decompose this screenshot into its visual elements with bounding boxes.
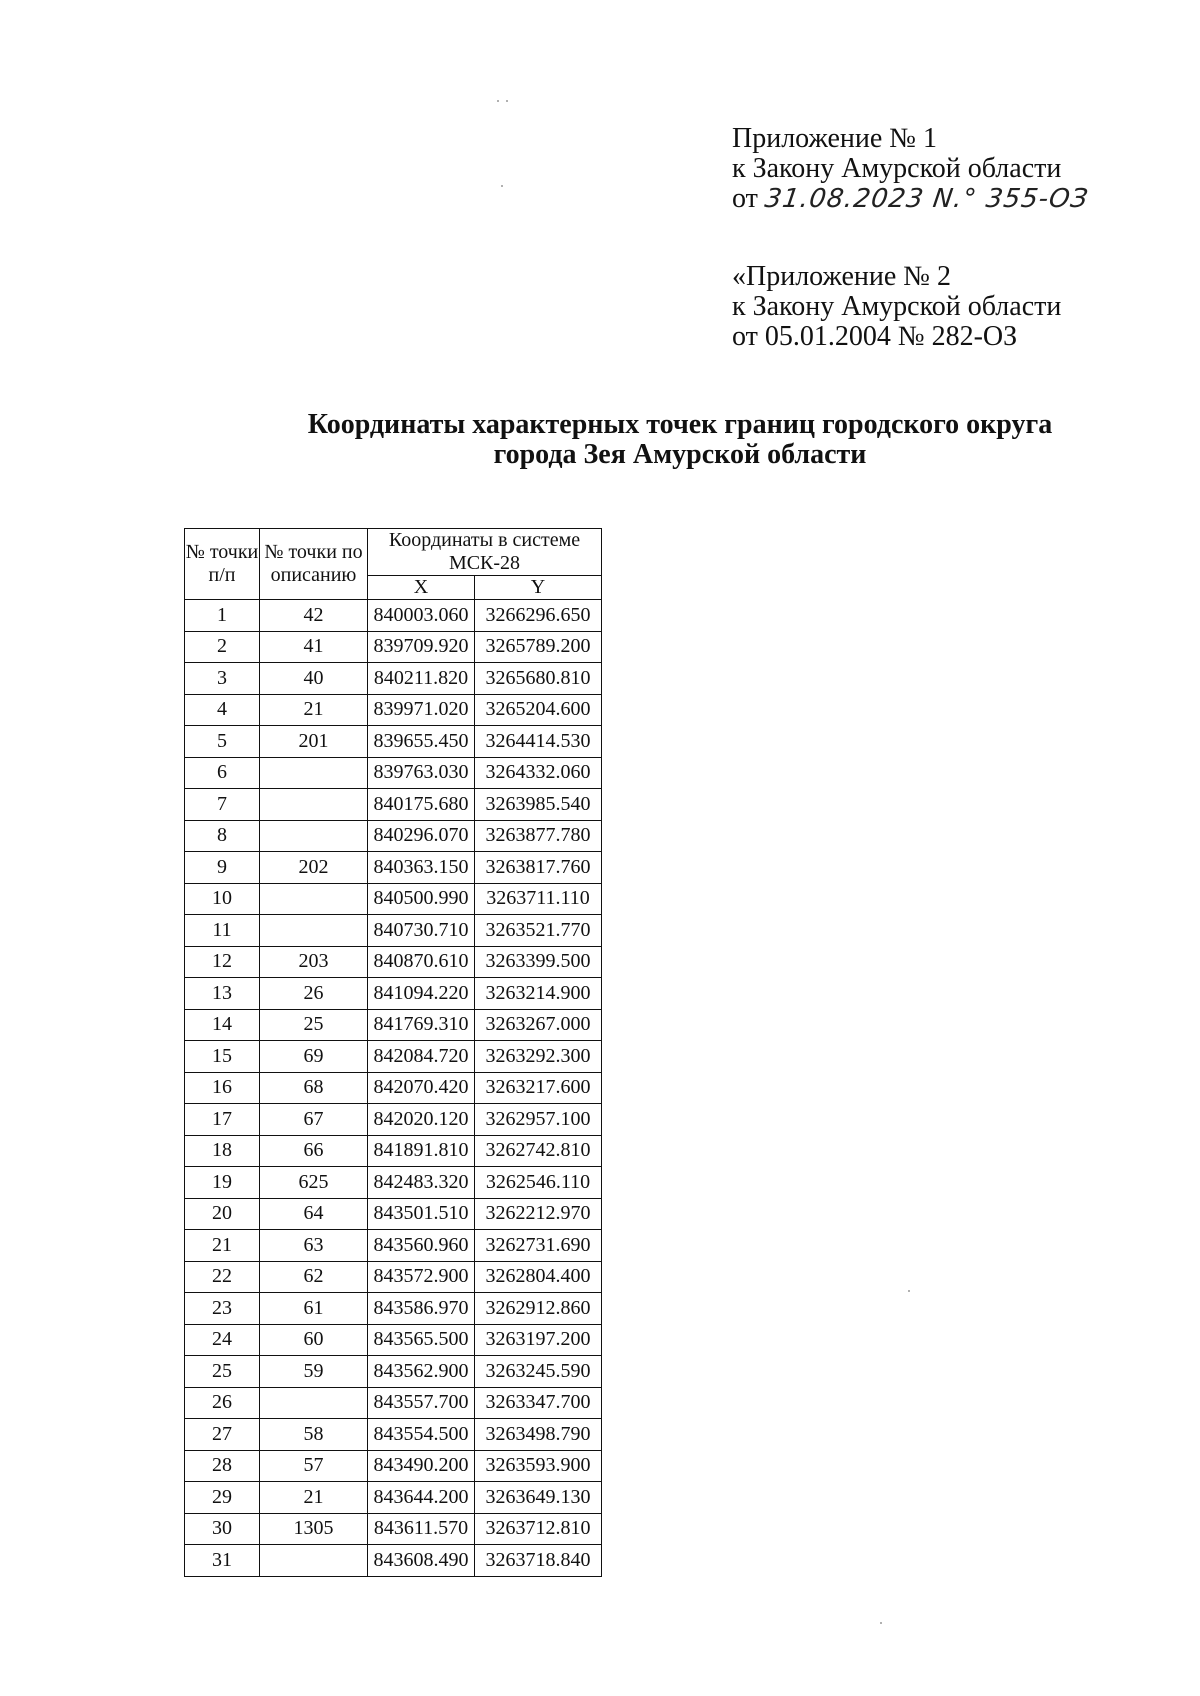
description-point-cell: 26 [260, 978, 368, 1010]
point-number-cell: 4 [185, 694, 260, 726]
point-number-cell: 8 [185, 820, 260, 852]
x-coordinate-cell: 843562.900 [368, 1356, 475, 1388]
y-coordinate-cell: 3263711.110 [475, 883, 602, 915]
point-number-cell: 16 [185, 1072, 260, 1104]
point-number-cell: 3 [185, 663, 260, 695]
description-point-cell: 625 [260, 1167, 368, 1199]
x-coordinate-cell: 839763.030 [368, 757, 475, 789]
scan-speck [880, 1622, 882, 1624]
x-coordinate-cell: 843644.200 [368, 1482, 475, 1514]
point-number-cell: 25 [185, 1356, 260, 1388]
table-header-row [185, 529, 602, 576]
description-point-cell: 1305 [260, 1513, 368, 1545]
description-point-cell: 202 [260, 852, 368, 884]
y-coordinate-cell: 3263292.300 [475, 1041, 602, 1073]
table-row [185, 1387, 602, 1419]
table-row [185, 1513, 602, 1545]
x-coordinate-cell: 840500.990 [368, 883, 475, 915]
description-point-cell: 21 [260, 694, 368, 726]
scan-speck [497, 100, 499, 102]
table-row [185, 820, 602, 852]
table-row [185, 915, 602, 947]
x-coordinate-cell: 843608.490 [368, 1545, 475, 1577]
appendix-1-title: Приложение № 1 [732, 123, 937, 154]
table-row [185, 757, 602, 789]
x-coordinate-cell: 843557.700 [368, 1387, 475, 1419]
table-row [185, 1167, 602, 1199]
description-point-cell: 64 [260, 1198, 368, 1230]
y-coordinate-cell: 3263197.200 [475, 1324, 602, 1356]
y-coordinate-cell: 3263877.780 [475, 820, 602, 852]
y-coordinate-cell: 3262912.860 [475, 1293, 602, 1325]
y-coordinate-cell: 3263718.840 [475, 1545, 602, 1577]
table-row [185, 852, 602, 884]
point-number-cell: 18 [185, 1135, 260, 1167]
description-point-cell: 42 [260, 600, 368, 632]
description-point-cell: 25 [260, 1009, 368, 1041]
document-title-line-1: Координаты характерных точек границ городского округа [307, 409, 1053, 440]
point-number-cell: 20 [185, 1198, 260, 1230]
y-coordinate-cell: 3264332.060 [475, 757, 602, 789]
y-coordinate-cell: 3263217.600 [475, 1072, 602, 1104]
y-coordinate-cell: 3263214.900 [475, 978, 602, 1010]
x-coordinate-cell: 843572.900 [368, 1261, 475, 1293]
table-row [185, 1261, 602, 1293]
x-coordinate-cell: 843565.500 [368, 1324, 475, 1356]
appendix-1-law: к Закону Амурской области [732, 153, 1062, 184]
description-point-cell: 40 [260, 663, 368, 695]
appendix-2-law: к Закону Амурской области [732, 291, 1062, 322]
y-coordinate-cell: 3262212.970 [475, 1198, 602, 1230]
description-point-cell: 59 [260, 1356, 368, 1388]
point-number-cell: 5 [185, 726, 260, 758]
y-coordinate-cell: 3265789.200 [475, 631, 602, 663]
y-coordinate-cell: 3263245.590 [475, 1356, 602, 1388]
x-coordinate-cell: 843611.570 [368, 1513, 475, 1545]
document-title-line-2: города Зея Амурской области [493, 439, 867, 470]
y-coordinate-cell: 3263399.500 [475, 946, 602, 978]
point-number-cell: 27 [185, 1419, 260, 1451]
description-point-cell [260, 883, 368, 915]
x-coordinate-cell: 841769.310 [368, 1009, 475, 1041]
y-coordinate-cell: 3263712.810 [475, 1513, 602, 1545]
y-coordinate-cell: 3262731.690 [475, 1230, 602, 1262]
header-x: X [368, 576, 475, 600]
table-row [185, 1072, 602, 1104]
scan-speck [501, 185, 503, 187]
table-row [185, 978, 602, 1010]
point-number-cell: 11 [185, 915, 260, 947]
y-coordinate-cell: 3262804.400 [475, 1261, 602, 1293]
point-number-cell: 12 [185, 946, 260, 978]
x-coordinate-cell: 839971.020 [368, 694, 475, 726]
description-point-cell [260, 915, 368, 947]
table-row [185, 600, 602, 632]
x-coordinate-cell: 843560.960 [368, 1230, 475, 1262]
x-coordinate-cell: 842070.420 [368, 1072, 475, 1104]
table-row [185, 1419, 602, 1451]
table-row [185, 663, 602, 695]
point-number-cell: 9 [185, 852, 260, 884]
y-coordinate-cell: 3262546.110 [475, 1167, 602, 1199]
y-coordinate-cell: 3263649.130 [475, 1482, 602, 1514]
table-row [185, 1009, 602, 1041]
table-row [185, 1293, 602, 1325]
x-coordinate-cell: 840211.820 [368, 663, 475, 695]
description-point-cell: 21 [260, 1482, 368, 1514]
y-coordinate-cell: 3263817.760 [475, 852, 602, 884]
table-row [185, 946, 602, 978]
table-row [185, 1545, 602, 1577]
coordinates-table [184, 528, 602, 1577]
description-point-cell [260, 789, 368, 821]
description-point-cell: 69 [260, 1041, 368, 1073]
y-coordinate-cell: 3265680.810 [475, 663, 602, 695]
description-point-cell: 41 [260, 631, 368, 663]
x-coordinate-cell: 839655.450 [368, 726, 475, 758]
description-point-cell: 67 [260, 1104, 368, 1136]
y-coordinate-cell: 3263593.900 [475, 1450, 602, 1482]
table-body [185, 600, 602, 1577]
x-coordinate-cell: 842084.720 [368, 1041, 475, 1073]
description-point-cell [260, 1545, 368, 1577]
point-number-cell: 7 [185, 789, 260, 821]
document-title [260, 410, 1100, 470]
description-point-cell [260, 820, 368, 852]
table-row [185, 883, 602, 915]
x-coordinate-cell: 843501.510 [368, 1198, 475, 1230]
x-coordinate-cell: 840003.060 [368, 600, 475, 632]
x-coordinate-cell: 840870.610 [368, 946, 475, 978]
point-number-cell: 24 [185, 1324, 260, 1356]
table-row [185, 1356, 602, 1388]
description-point-cell: 62 [260, 1261, 368, 1293]
appendix-1-date-line [732, 183, 1091, 214]
x-coordinate-cell: 843586.970 [368, 1293, 475, 1325]
description-point-cell: 66 [260, 1135, 368, 1167]
y-coordinate-cell: 3262957.100 [475, 1104, 602, 1136]
point-number-cell: 1 [185, 600, 260, 632]
appendix-2-header [732, 262, 1061, 352]
appendix-2-date: от 05.01.2004 № 282-ОЗ [732, 321, 1018, 352]
appendix-2-title: «Приложение № 2 [732, 261, 951, 292]
y-coordinate-cell: 3264414.530 [475, 726, 602, 758]
scan-speck [908, 1290, 910, 1292]
table-row [185, 726, 602, 758]
point-number-cell: 21 [185, 1230, 260, 1262]
header-point-number: № точки п/п [185, 529, 260, 600]
table-row [185, 1041, 602, 1073]
x-coordinate-cell: 841891.810 [368, 1135, 475, 1167]
table-row [185, 1198, 602, 1230]
table-row [185, 1450, 602, 1482]
description-point-cell: 201 [260, 726, 368, 758]
y-coordinate-cell: 3263521.770 [475, 915, 602, 947]
description-point-cell: 58 [260, 1419, 368, 1451]
point-number-cell: 30 [185, 1513, 260, 1545]
description-point-cell: 68 [260, 1072, 368, 1104]
point-number-cell: 13 [185, 978, 260, 1010]
handwritten-date-number: 31.08.2023 N.° 355-ОЗ [762, 184, 1091, 214]
x-coordinate-cell: 841094.220 [368, 978, 475, 1010]
y-coordinate-cell: 3263985.540 [475, 789, 602, 821]
table-row [185, 631, 602, 663]
header-coordinate-system: Координаты в системе МСК-28 [368, 529, 602, 576]
x-coordinate-cell: 843490.200 [368, 1450, 475, 1482]
description-point-cell: 63 [260, 1230, 368, 1262]
point-number-cell: 19 [185, 1167, 260, 1199]
table-row [185, 1230, 602, 1262]
y-coordinate-cell: 3263498.790 [475, 1419, 602, 1451]
description-point-cell: 61 [260, 1293, 368, 1325]
x-coordinate-cell: 839709.920 [368, 631, 475, 663]
table-row [185, 789, 602, 821]
y-coordinate-cell: 3263267.000 [475, 1009, 602, 1041]
description-point-cell: 203 [260, 946, 368, 978]
header-description-point: № точки по описанию [260, 529, 368, 600]
x-coordinate-cell: 840296.070 [368, 820, 475, 852]
description-point-cell: 60 [260, 1324, 368, 1356]
description-point-cell [260, 757, 368, 789]
y-coordinate-cell: 3262742.810 [475, 1135, 602, 1167]
description-point-cell [260, 1387, 368, 1419]
x-coordinate-cell: 842483.320 [368, 1167, 475, 1199]
scan-speck [506, 100, 508, 102]
point-number-cell: 17 [185, 1104, 260, 1136]
point-number-cell: 26 [185, 1387, 260, 1419]
table-row [185, 1482, 602, 1514]
appendix-1-header [732, 123, 1091, 214]
y-coordinate-cell: 3266296.650 [475, 600, 602, 632]
point-number-cell: 31 [185, 1545, 260, 1577]
point-number-cell: 2 [185, 631, 260, 663]
table-row [185, 1324, 602, 1356]
point-number-cell: 29 [185, 1482, 260, 1514]
x-coordinate-cell: 840175.680 [368, 789, 475, 821]
x-coordinate-cell: 843554.500 [368, 1419, 475, 1451]
point-number-cell: 14 [185, 1009, 260, 1041]
description-point-cell: 57 [260, 1450, 368, 1482]
point-number-cell: 15 [185, 1041, 260, 1073]
table-row [185, 1104, 602, 1136]
point-number-cell: 28 [185, 1450, 260, 1482]
appendix-1-date-prefix: от [732, 183, 758, 214]
point-number-cell: 23 [185, 1293, 260, 1325]
point-number-cell: 6 [185, 757, 260, 789]
x-coordinate-cell: 840363.150 [368, 852, 475, 884]
table-row [185, 694, 602, 726]
x-coordinate-cell: 842020.120 [368, 1104, 475, 1136]
x-coordinate-cell: 840730.710 [368, 915, 475, 947]
table-row [185, 1135, 602, 1167]
y-coordinate-cell: 3263347.700 [475, 1387, 602, 1419]
point-number-cell: 22 [185, 1261, 260, 1293]
header-y: Y [475, 576, 602, 600]
point-number-cell: 10 [185, 883, 260, 915]
y-coordinate-cell: 3265204.600 [475, 694, 602, 726]
